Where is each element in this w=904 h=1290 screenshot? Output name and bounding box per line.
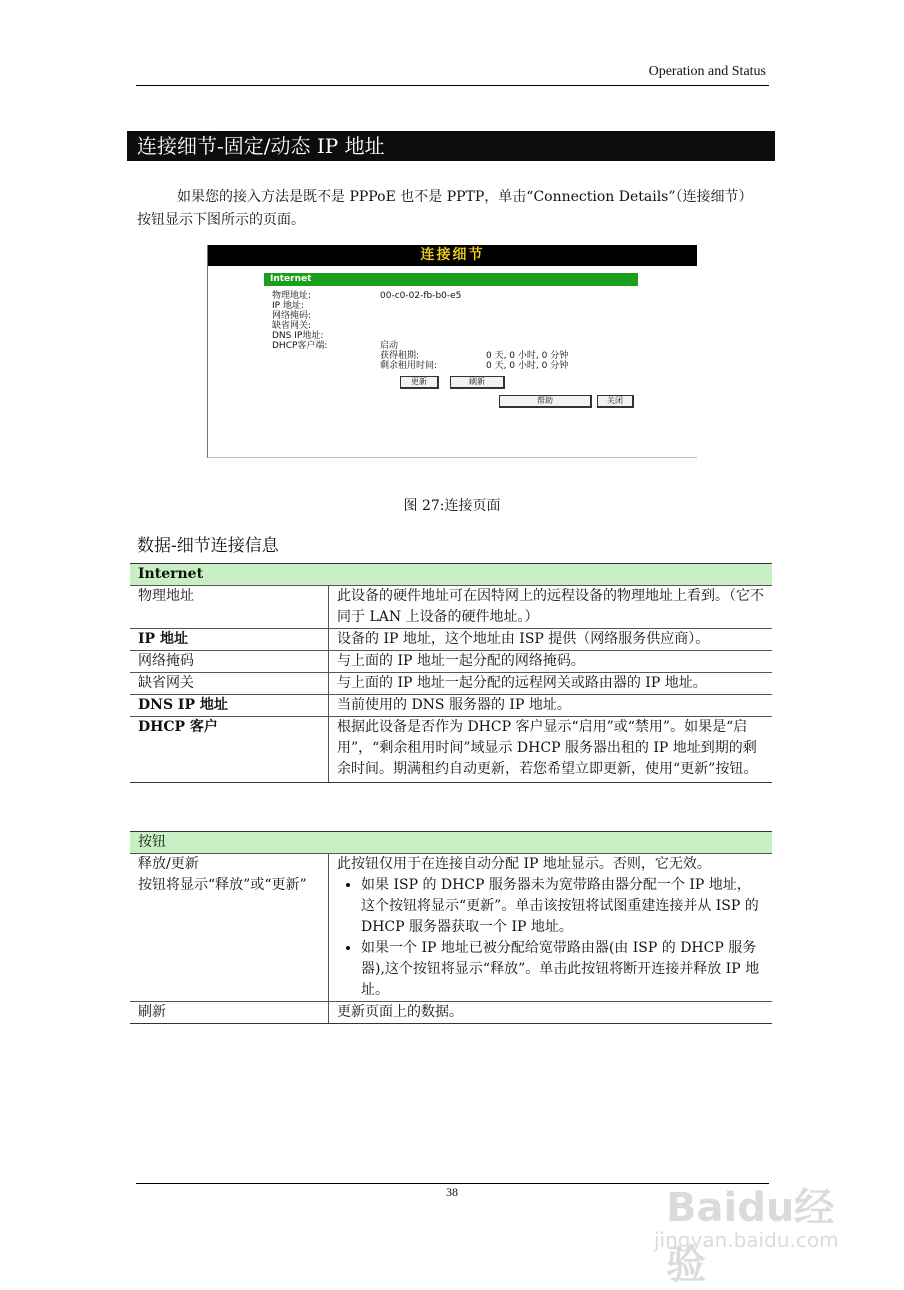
table-row <box>130 586 772 629</box>
connection-details-screenshot <box>207 245 697 458</box>
shot-lease-remaining-value: 0 天, 0 小时, 0 分钟 <box>486 361 569 371</box>
help-button[interactable]: 帮助 <box>499 395 592 408</box>
field-desc: 设备的 IP 地址，这个地址由 ISP 提供（网络服务供应商）。 <box>329 629 773 651</box>
shot-label-dns: DNS IP地址: <box>272 331 324 341</box>
shot-dhcp-status: 启动 <box>380 341 399 351</box>
figure-caption: 图 27:连接页面 <box>403 498 501 514</box>
field-name: IP 地址 <box>130 629 329 651</box>
field-desc <box>329 854 773 1002</box>
shot-label-ip: IP 地址: <box>272 301 304 311</box>
table-row <box>130 695 772 717</box>
table-row <box>130 651 772 673</box>
field-name: 物理地址 <box>130 586 329 629</box>
running-header: Operation and Status <box>648 64 766 79</box>
shot-mac-value: 00-c0-02-fb-b0-e5 <box>380 291 462 301</box>
screenshot-internet-bar: Internet <box>264 273 638 286</box>
table-row <box>130 854 772 1002</box>
field-desc: 与上面的 IP 地址一起分配的远程网关或路由器的 IP 地址。 <box>329 673 773 695</box>
refresh-button[interactable]: 刷新 <box>450 376 505 389</box>
field-desc: 更新页面上的数据。 <box>329 1002 773 1024</box>
shot-label-dhcp: DHCP客户端: <box>272 341 328 351</box>
release-desc: 此按钮仅用于在连接自动分配 IP 地址显示。否则，它无效。 <box>337 856 711 872</box>
field-name: 网络掩码 <box>130 651 329 673</box>
list-item: • 如果 ISP 的 DHCP 服务器未为宽带路由器分配一个 IP 地址，这个按钮将显示“更新”。单击该按钮将试图重建连接并从 ISP 的 DHCP 服务器获取一个 IP 地址。 <box>361 875 764 938</box>
shot-lease-obtained-value: 0 天, 0 小时, 0 分钟 <box>486 351 569 361</box>
section-title: 连接细节-固定/动态 IP 地址 <box>127 131 775 161</box>
header-rule <box>136 85 769 86</box>
field-desc: 与上面的 IP 地址一起分配的网络掩码。 <box>329 651 773 673</box>
table-row <box>130 629 772 651</box>
shot-label-mac: 物理地址: <box>272 291 312 301</box>
shot-lease-remaining-label: 剩余租用时间: <box>380 361 438 371</box>
table-header-buttons: 按钮 <box>130 832 772 854</box>
internet-info-table <box>130 563 772 783</box>
screenshot-title: 连接细节 <box>208 245 697 266</box>
buttons-info-table <box>130 831 772 1024</box>
renew-button[interactable]: 更新 <box>400 376 439 389</box>
field-name: DNS IP 地址 <box>130 695 329 717</box>
release-bullets <box>337 875 764 1001</box>
field-desc: 当前使用的 DNS 服务器的 IP 地址。 <box>329 695 773 717</box>
watermark-logo: Baidu经验 <box>666 1185 835 1288</box>
field-desc: 根据此设备是否作为 DHCP 客户显示“启用”或“禁用”。如果是“启用”，“剩余租用时间”域显示 DHCP 服务器出租的 IP 地址到期的剩余时间。期满租约自动更新，若您希望立即更新，使用“更新”按钮。 <box>329 717 773 783</box>
watermark-url: jingyan.baidu.com <box>654 1228 839 1252</box>
close-button[interactable]: 关闭 <box>597 395 634 408</box>
table-row <box>130 1002 772 1024</box>
table-header-internet: Internet <box>130 564 772 586</box>
field-name: 缺省网关 <box>130 673 329 695</box>
shot-lease-obtained-label: 获得租期: <box>380 351 420 361</box>
subheading: 数据-细节连接信息 <box>137 536 279 556</box>
field-desc: 此设备的硬件地址可在因特网上的远程设备的物理地址上看到。（它不同于 LAN 上设备的硬件地址。） <box>329 586 773 629</box>
field-name: DHCP 客户 <box>130 717 329 783</box>
shot-label-gateway: 缺省网关: <box>272 321 312 331</box>
page-number: 38 <box>446 1185 458 1199</box>
table-row <box>130 673 772 695</box>
table-row <box>130 717 772 783</box>
baidu-watermark <box>646 1168 846 1288</box>
field-name: 释放/更新 按钮将显示“释放”或“更新” <box>130 854 329 1002</box>
field-name: 刷新 <box>130 1002 329 1024</box>
shot-label-netmask: 网络掩码: <box>272 311 312 321</box>
intro-paragraph: 如果您的接入方法是既不是 PPPoE 也不是 PPTP，单击“Connection Details”（连接细节）按钮显示下图所示的页面。 <box>137 189 753 228</box>
list-item: • 如果一个 IP 地址已被分配给宽带路由器(由 ISP 的 DHCP 服务器),这个按钮将显示“释放”。单击此按钮将断开连接并释放 IP 地址。 <box>361 938 764 1001</box>
